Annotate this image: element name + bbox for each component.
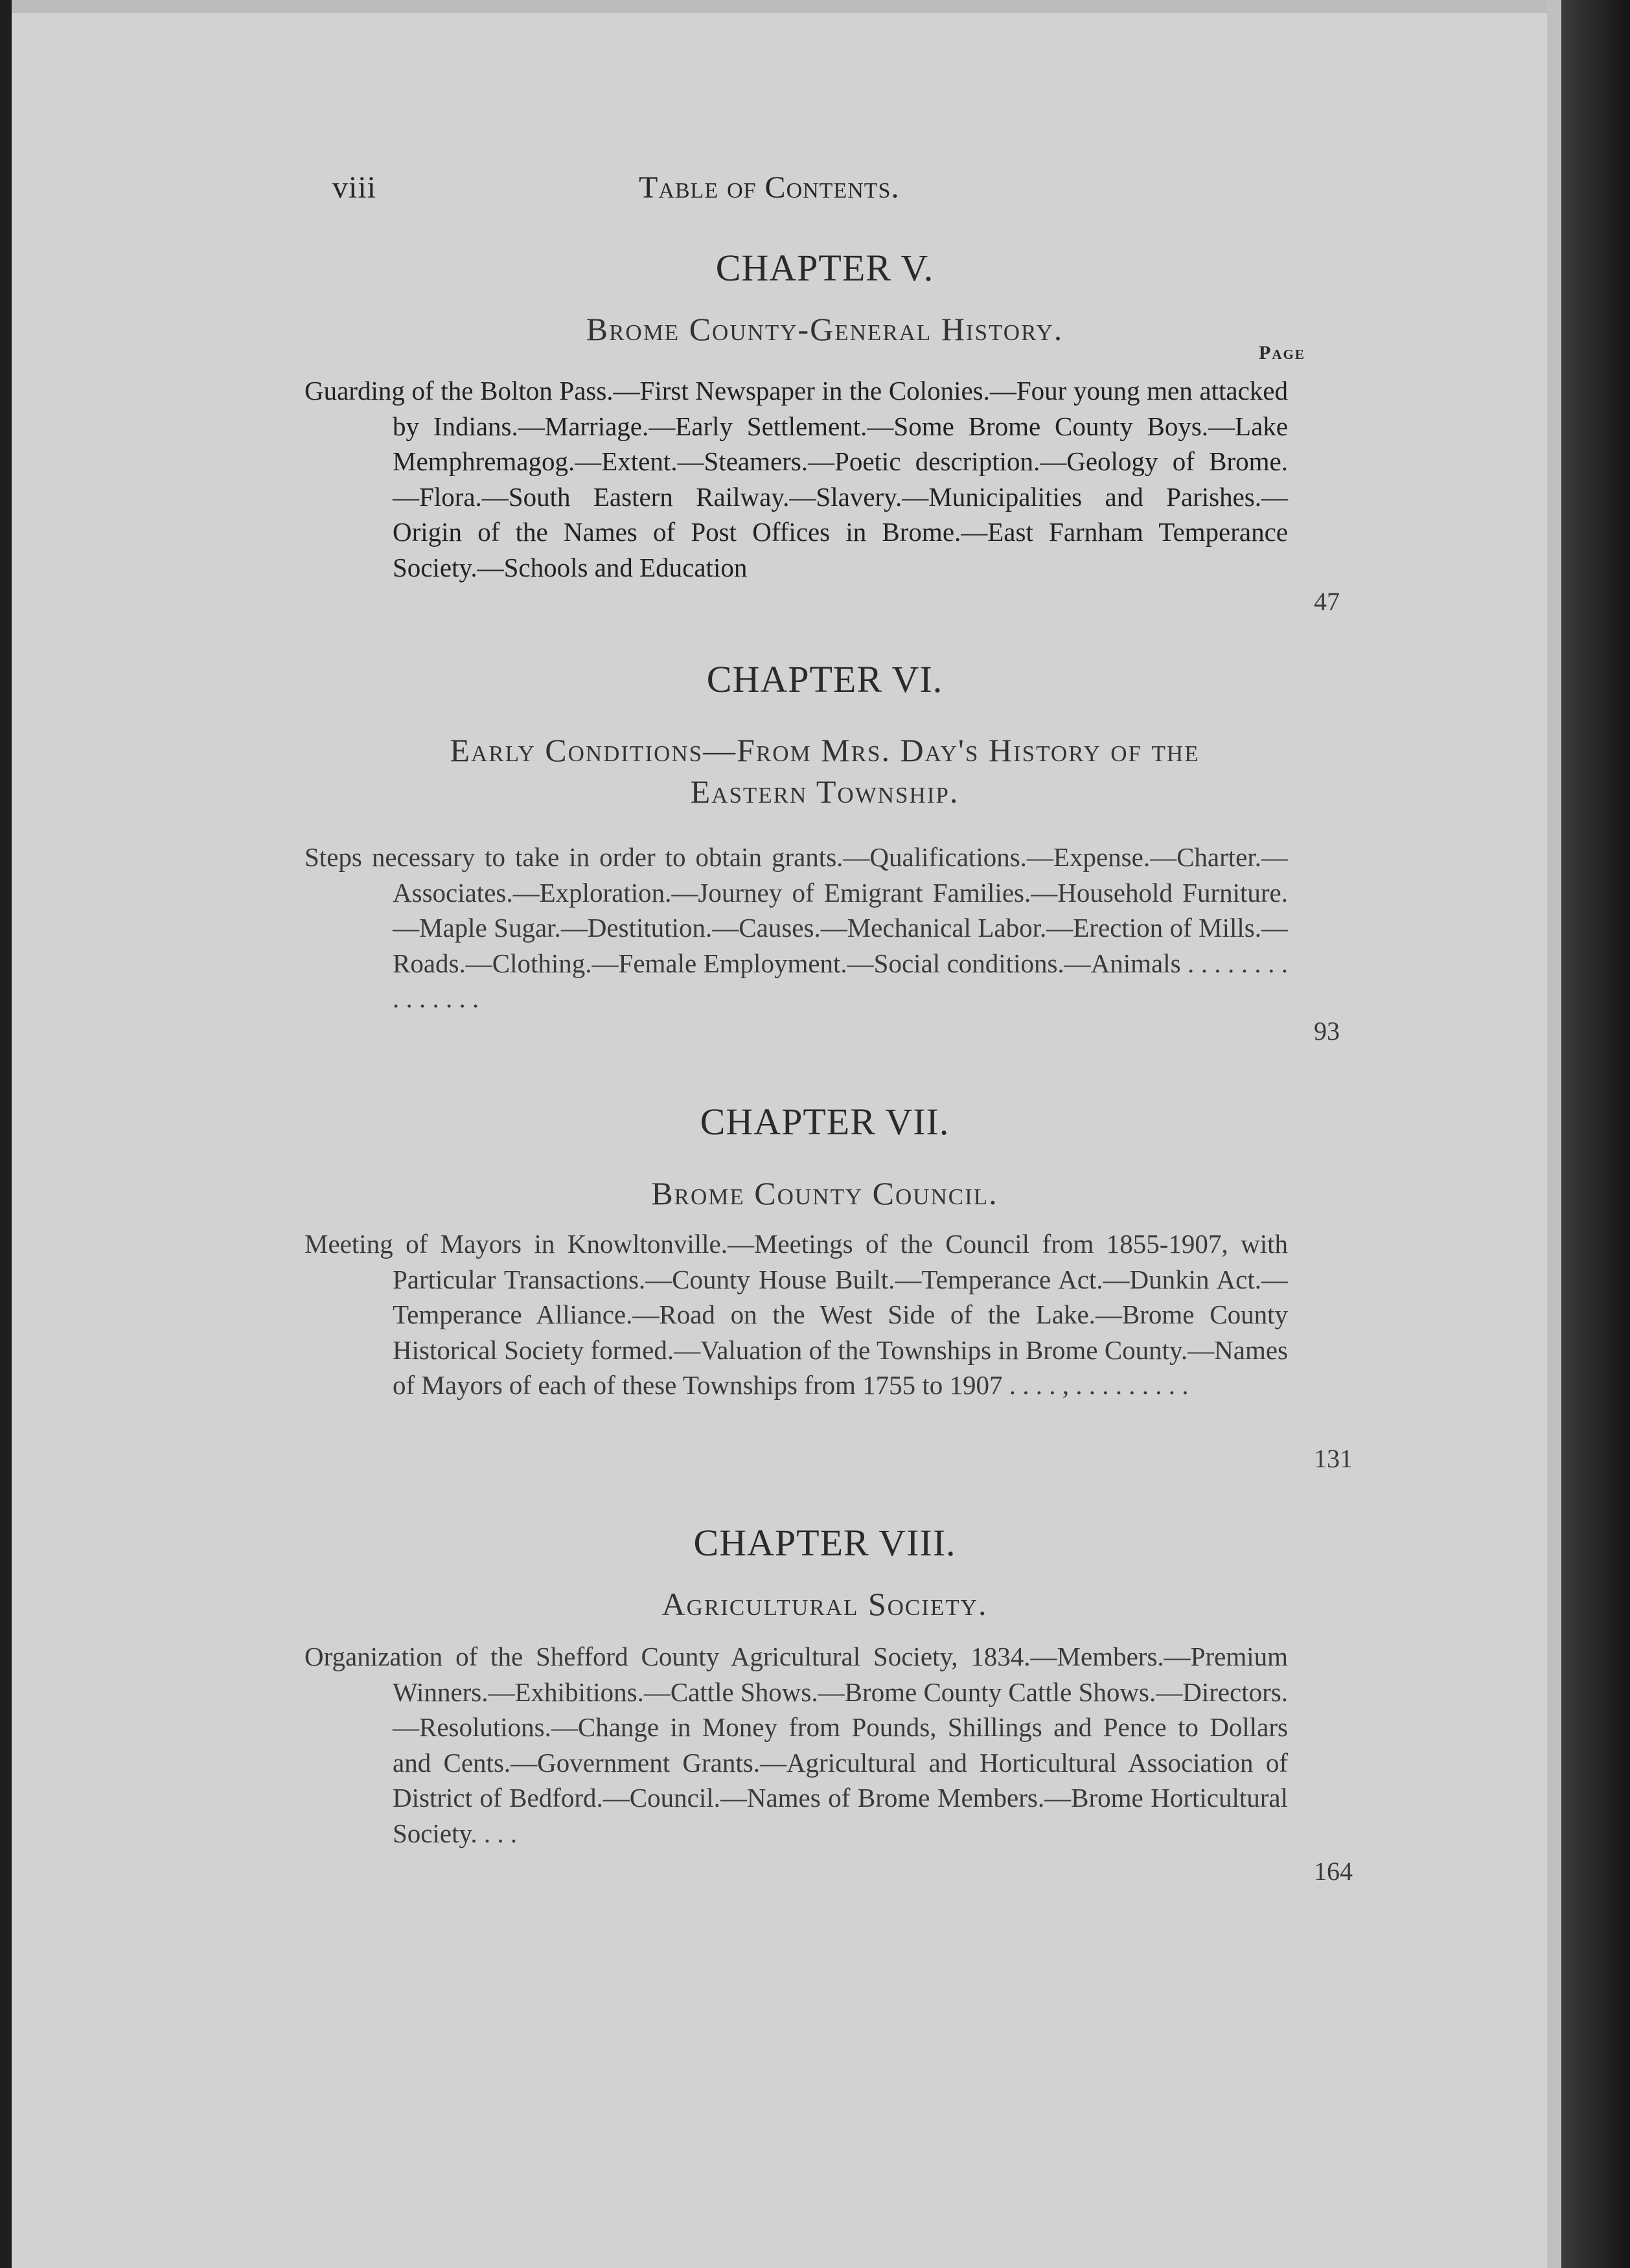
chapter-8-leader: . . . [477, 1818, 518, 1848]
chapter-6-entries [304, 840, 1288, 1016]
chapter-8-heading: CHAPTER VIII. [693, 1522, 956, 1564]
chapter-7-leader: . . . . , . . . . . . . . . [1002, 1370, 1189, 1400]
chapter-5-entries: Guarding of the Bolton Pass.—First Newspaper in the Colonies.—Four young men attacked by Indians.—Marriage.—Early Settlement.—Some Brome County Boys.—Lake Memphremagog.—Extent.—Steamers.—Poetic description.—Geology of Brome.—Flora.—South Eastern Railway.—Slavery.—Municipalities and Parishes.—Origin of the Names of Post Offices in Brome.—East Farnham Temperance Society.—Schools and Education [304, 376, 1288, 582]
chapter-8-entries [304, 1639, 1288, 1851]
binding-shadow [1561, 0, 1630, 2268]
chapter-6-entries-text: Steps necessary to take in order to obtain grants.—Qualifications.—Expense.—Charter.—Associates.—Exploration.—Journey of Emigrant Families.—Household Furniture.—Maple Sugar.—Destitution.—Causes.—Mechanical Labor.—Erection of Mills.—Roads.—Clothing.—Female Employment.—Social conditions.—Animals [304, 842, 1288, 978]
page-header [12, 170, 1561, 215]
chapter-6-heading: CHAPTER VI. [706, 658, 943, 700]
chapter-6-leader: . . . . . . . . . . . . . . . [393, 948, 1289, 1013]
chapter-8-page-number: 164 [1314, 1857, 1353, 1886]
chapter-6-subtitle-line1: Early Conditions—From Mrs. Day's History of the [450, 732, 1200, 768]
book-page [12, 0, 1561, 2268]
chapter-8-entries-text: Organization of the Shefford County Agricultural Society, 1834.—Members.—Premium Winners.—Exhibitions.—Cattle Shows.—Brome County Cattle Shows.—Directors.—Resolutions.—Change in Money from Pounds, Shillings and Pence to Dollars and Cents.—Government Grants.—Agricultural and Horticultural Association of District of Bedford.—Council.—Names of Brome Members.—Brome Horticultural Society. [304, 1642, 1289, 1848]
running-title: Table of Contents. [639, 170, 900, 205]
chapter-8-subtitle: Agricultural Society. [661, 1586, 988, 1622]
page-column-label: Page [1259, 342, 1305, 363]
chapter-5-subtitle: Brome County-General History. [586, 311, 1064, 347]
chapter-7-entries [304, 1226, 1288, 1403]
chapter-7-subtitle: Brome County Council. [651, 1175, 998, 1211]
chapter-5-page-number: 47 [1314, 587, 1340, 616]
chapter-7-page-number: 131 [1314, 1444, 1353, 1473]
chapter-6-page-number: 93 [1314, 1016, 1340, 1046]
folio-number: viii [332, 170, 377, 205]
chapter-7-entries-text: Meeting of Mayors in Knowltonville.—Meetings of the Council from 1855-1907, with Particular Transactions.—County House Built.—Temperance Act.—Dunkin Act.—Temperance Alliance.—Road on the West Side of the Lake.—Brome County Historical Society formed.—Valuation of the Townships in Brome County.—Names of Mayors of each of these Townships from 1755 to 1907 [304, 1229, 1288, 1400]
chapter-7-heading: CHAPTER VII. [700, 1101, 950, 1143]
chapter-6-subtitle-line2: Eastern Township. [690, 773, 959, 810]
chapter-5-heading: CHAPTER V. [715, 247, 934, 289]
